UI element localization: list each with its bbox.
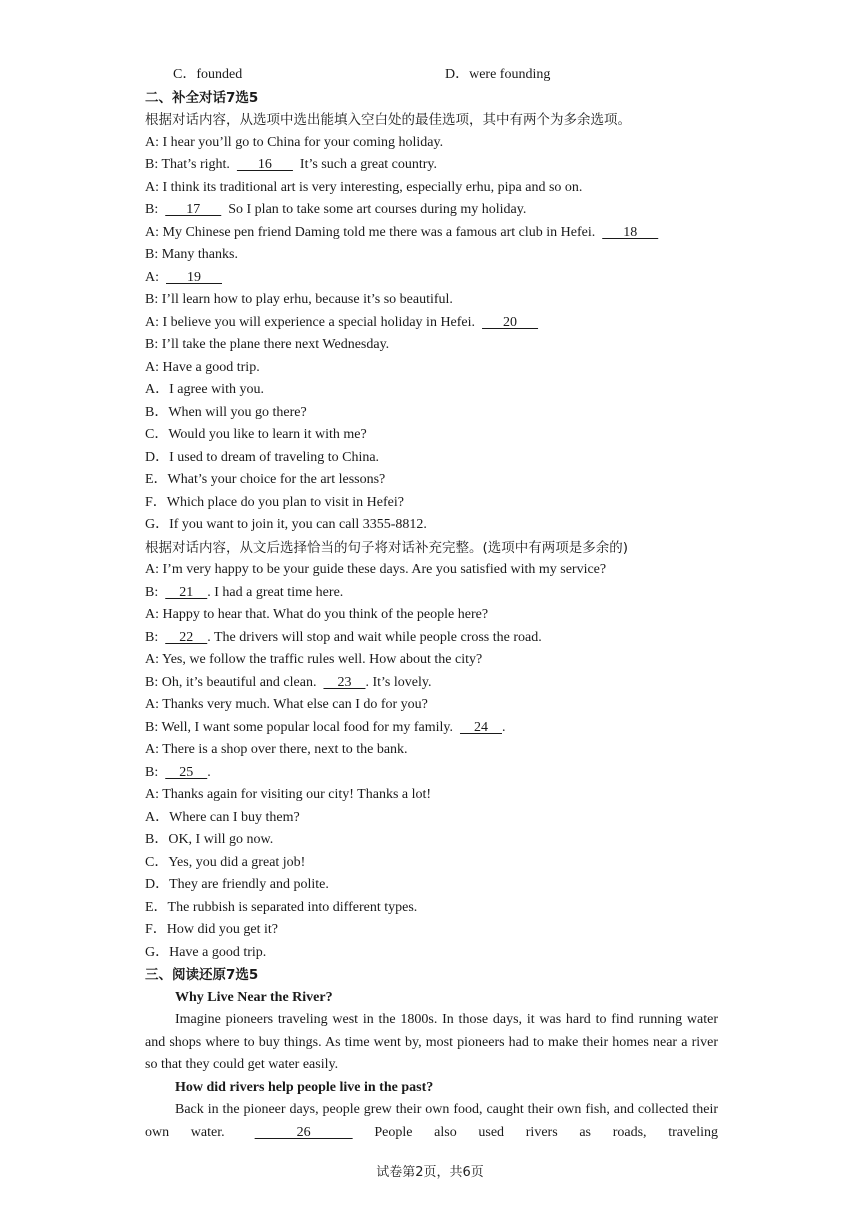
- dialog-text: A: Yes, we follow the traffic rules well. How about the city?: [145, 652, 483, 667]
- dialog-line: [145, 649, 718, 672]
- dialog-line: [145, 267, 718, 290]
- dialog-1: [145, 132, 718, 380]
- dialog-text: A: Happy to hear that. What do you think of the people here?: [145, 607, 489, 622]
- dialog-line: [145, 199, 718, 222]
- answer-blank[interactable]: 21: [165, 584, 208, 600]
- answer-blank[interactable]: 17: [165, 202, 222, 217]
- dialog-text: B: Well, I want some popular local food for my family.: [145, 719, 460, 735]
- section2-instruction: 根据对话内容，从选项中选出能填入空白处的最佳选项，其中有两个为多余选项。: [145, 112, 631, 128]
- answer-blank[interactable]: 19: [166, 269, 222, 285]
- dialog-line: [145, 559, 718, 582]
- dialog-text: B:: [145, 584, 166, 600]
- dialog-line: [145, 694, 718, 717]
- dialog-line: [145, 672, 718, 695]
- answer-blank[interactable]: 16: [236, 157, 293, 172]
- passage-paragraph-2: [145, 1099, 718, 1144]
- answer-option: G．Have a good trip.: [145, 944, 267, 960]
- section2-heading: 二、补全对话7选5: [145, 89, 259, 106]
- dialog-text: A: There is a shop over there, next to the bank.: [145, 742, 408, 757]
- dialog-text-tail: .: [207, 764, 211, 780]
- dialog-text: B:: [145, 764, 166, 780]
- answer-option: A．Where can I buy them?: [145, 809, 300, 825]
- dialog-text: A: I hear you’ll go to China for your coming holiday.: [145, 134, 444, 150]
- paragraph-2-text: Back in the pioneer days, people grew their own food, caught their own fish, and collected their own water.: [145, 1102, 718, 1140]
- dialog-line: [145, 154, 718, 177]
- option-d: D．were founding: [445, 67, 551, 82]
- dialog-text: B: I’ll learn how to play erhu, because it’s so beautiful.: [145, 292, 453, 307]
- dialog-text: A: I think its traditional art is very interesting, especially erhu, pipa and so on.: [145, 179, 583, 195]
- dialog-line: [145, 784, 718, 807]
- dialog-text-tail: .: [501, 719, 506, 735]
- answer-option: E．The rubbish is separated into different types.: [145, 899, 418, 915]
- answer-option: B．OK, I will go now.: [145, 832, 274, 847]
- dialog-text: B:: [145, 202, 166, 217]
- answer-option: E．What’s your choice for the art lessons?: [145, 472, 386, 487]
- answer-option: F．Which place do you plan to visit in Hefei?: [145, 494, 404, 510]
- dialog-line: [145, 582, 718, 605]
- dialog-line: [145, 244, 718, 267]
- dialog-line: [145, 627, 718, 650]
- dialog-line: [145, 334, 718, 357]
- answer-blank[interactable]: 23: [323, 674, 366, 690]
- top-options-row: [145, 64, 718, 87]
- dialog-line: [145, 717, 718, 740]
- dialog-text: A: Thanks again for visiting our city! Thanks a lot!: [145, 787, 432, 802]
- answer-option: D．They are friendly and polite.: [145, 877, 329, 892]
- dialog-text: A: Thanks very much. What else can I do for you?: [145, 697, 428, 712]
- dialog-line: [145, 177, 718, 200]
- dialog-text: B: That’s right.: [145, 157, 237, 172]
- dialog-text: B: I’ll take the plane there next Wednesday.: [145, 337, 390, 352]
- dialog-line: [145, 762, 718, 785]
- dialog-line: [145, 357, 718, 380]
- answer-blank[interactable]: 18: [602, 224, 659, 240]
- dialog-line: [145, 289, 718, 312]
- dialog-text-tail: . I had a great time here.: [207, 584, 344, 600]
- blank-26[interactable]: 26: [254, 1124, 353, 1140]
- dialog-text-tail: . The drivers will stop and wait while people cross the road.: [207, 629, 542, 645]
- dialog-text: B: Oh, it’s beautiful and clean.: [145, 674, 324, 690]
- answer-option: D．I used to dream of traveling to China.: [145, 449, 380, 465]
- dialog-text-tail: . It’s lovely.: [365, 674, 432, 690]
- answer-option: G．If you want to join it, you can call 3355-8812.: [145, 517, 427, 532]
- dialog-line: [145, 132, 718, 155]
- options-1: [145, 379, 718, 537]
- answer-blank[interactable]: 22: [165, 629, 208, 645]
- dialog-text-tail: It’s such a great country.: [292, 157, 438, 172]
- passage-subtitle: How did rivers help people live in the past?: [175, 1079, 434, 1095]
- dialog-2: [145, 559, 718, 807]
- section3-heading: 三、阅读还原7选5: [145, 967, 259, 983]
- dialog-text: A: I believe you will experience a special holiday in Hefei.: [145, 314, 483, 330]
- dialog-text: A: My Chinese pen friend Daming told me there was a famous art club in Hefei.: [145, 224, 603, 240]
- dialog-line: [145, 739, 718, 762]
- dialog-line: [145, 222, 718, 245]
- answer-option: C．Yes, you did a great job!: [145, 854, 306, 870]
- answer-blank[interactable]: 25: [165, 764, 208, 780]
- exam-page: [145, 64, 718, 1144]
- passage-paragraph-1: Imagine pioneers traveling west in the 1800s. In those days, it was hard to find running water and shops where to buy things. As time went by, most pioneers had to make their homes near a river so that they could get water easily.: [145, 1012, 718, 1072]
- section2b-instruction: 根据对话内容，从文后选择恰当的句子将对话补充完整。(选项中有两项是多余的): [145, 539, 629, 556]
- page-footer: 试卷第2页，共6页: [376, 1165, 484, 1180]
- answer-blank[interactable]: 20: [482, 314, 539, 330]
- paragraph-2-tail: People also used rivers as roads, traveling: [352, 1124, 718, 1140]
- answer-blank[interactable]: 24: [459, 719, 502, 735]
- answer-option: B．When will you go there?: [145, 404, 307, 420]
- dialog-text: A: I’m very happy to be your guide these days. Are you satisfied with my service?: [145, 562, 607, 577]
- options-2: [145, 807, 718, 965]
- option-c: C．founded: [173, 67, 243, 82]
- dialog-text: A:: [145, 269, 166, 285]
- answer-option: F．How did you get it?: [145, 922, 278, 937]
- dialog-text-tail: So I plan to take some art courses during my holiday.: [221, 202, 527, 217]
- dialog-text: A: Have a good trip.: [145, 359, 260, 375]
- answer-option: A．I agree with you.: [145, 382, 264, 397]
- dialog-text: B:: [145, 629, 166, 645]
- answer-option: C．Would you like to learn it with me?: [145, 427, 367, 442]
- dialog-line: [145, 312, 718, 335]
- dialog-text: B: Many thanks.: [145, 247, 238, 262]
- dialog-line: [145, 604, 718, 627]
- passage-title: Why Live Near the River?: [175, 989, 333, 1005]
